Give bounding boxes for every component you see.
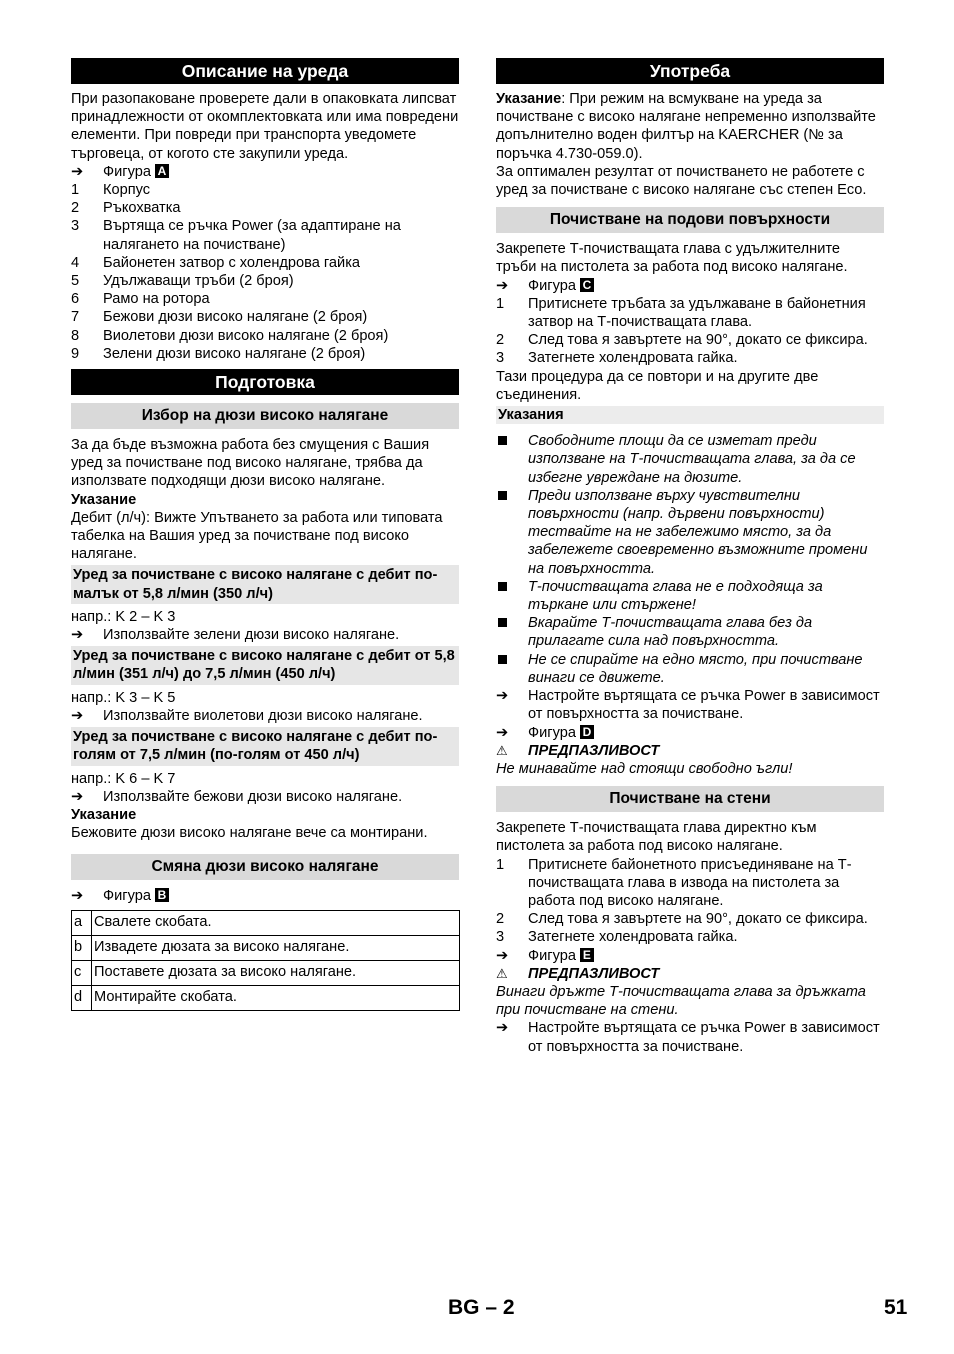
bullet-item <box>496 432 884 487</box>
list-item-number: 5 <box>71 273 80 290</box>
note-paragraph: Бежовите дюзи високо налягане вече са монтирани. <box>71 825 428 842</box>
arrow-icon: ➔ <box>496 1020 509 1037</box>
list-item <box>71 217 459 253</box>
arrow-icon: ➔ <box>71 888 84 905</box>
arrow-icon: ➔ <box>496 688 509 705</box>
right-column <box>496 58 884 1056</box>
wall-paragraph: Закрепете Т-почистващата глава директно към пистолета за работа под високо налягане. <box>496 820 817 855</box>
step-text: Поставете дюзата за високо налягане. <box>92 960 460 985</box>
notes-list <box>496 432 884 687</box>
bullet-text: Не се спирайте на едно място, при почистване винаги се движете. <box>528 651 863 686</box>
list-item <box>71 327 459 345</box>
step-text: Монтирайте скобата. <box>92 985 460 1010</box>
figure-letter-icon: C <box>580 278 594 292</box>
table-row <box>72 910 460 935</box>
arrow-icon: ➔ <box>71 788 84 805</box>
list-item-text: Удължаващи тръби (2 броя) <box>103 273 294 290</box>
note-label: Указание <box>71 491 137 508</box>
instruction-item: ➔ Използвайте зелени дюзи високо налягане. <box>71 627 400 644</box>
warning-triangle-icon: ⚠ <box>496 742 508 758</box>
list-item-text: Притиснете байонетното присъединяване на Т-почистващата глава в извода на пистолета за работа под високо налягане. <box>528 856 852 909</box>
floor-steps-list <box>496 295 884 368</box>
left-column <box>71 58 459 1011</box>
bullet-square-icon <box>496 432 528 487</box>
instruction-item: ➔ Настройте въртящата се ръчка Power в зависимост от повърхността за почистване. <box>496 1020 880 1055</box>
group-heading-mid-flow: Уред за почистване с високо налягане с дебит от 5,8 л/мин (351 л/ч) до 7,5 л/мин (450 л/ч) <box>71 646 459 684</box>
bullet-square-icon <box>496 487 528 578</box>
list-item-text: Въртяща се ръчка Power (за адаптиране на налягането на почистване) <box>103 218 401 253</box>
figure-ref-a: ➔ Фигура A <box>71 163 459 181</box>
list-item <box>496 856 884 911</box>
list-item-number: 2 <box>496 332 505 349</box>
bullet-text: Преди използване върху чувствителни повърхности (напр. дървени повърхности) тествайте на не забележимо място, за да забележете своевременно възможните промени на повърхността. <box>528 487 868 577</box>
instruction-item: ➔ Използвайте виолетови дюзи високо налягане. <box>71 707 423 724</box>
step-letter: b <box>72 935 92 960</box>
subsection-title-wall-cleaning: Почистване на стени <box>496 786 884 812</box>
bullet-item <box>496 487 884 578</box>
wall-steps-list <box>496 856 884 947</box>
list-item <box>71 272 459 290</box>
list-item-number: 8 <box>71 327 80 344</box>
table-row <box>72 935 460 960</box>
list-item-text: Рамо на ротора <box>103 291 210 308</box>
section-title-description: Описание на уреда <box>71 58 459 84</box>
list-item-text: Притиснете тръбата за удължаване в байонетния затвор на Т-почистващата глава. <box>528 295 866 331</box>
bullet-item <box>496 578 884 614</box>
list-item-text: Виолетови дюзи високо налягане (2 броя) <box>103 327 389 344</box>
note-label: Указание <box>71 806 137 823</box>
list-item-number: 1 <box>496 856 505 873</box>
list-item-number: 1 <box>71 182 80 199</box>
list-item-number: 2 <box>71 200 80 217</box>
description-paragraph: При разопаковане проверете дали в опаковката липсват принадлежности от окомплектовката или има повредени елементи. При повреди при транспорта уведомете търговеца, от когото сте закупили уреда. <box>71 91 459 162</box>
list-item-text: Бежови дюзи високо налягане (2 броя) <box>103 309 368 326</box>
floor-paragraph: Закрепете Т-почистващата глава с удължителните тръби на пистолета за работа под високо налягане. <box>496 241 848 276</box>
list-item-number: 1 <box>496 295 505 312</box>
instruction-item: ➔ Настройте въртящата се ръчка Power в зависимост от повърхността за почистване. <box>496 688 880 723</box>
subsection-title-floor-cleaning: Почистване на подови повърхности <box>496 207 884 233</box>
page-number: 51 <box>884 1296 908 1319</box>
section-footer: BG – 2 <box>448 1296 515 1319</box>
list-item <box>71 345 459 363</box>
use-paragraph: За оптимален резултат от почистването не работете с уред за почистване с високо налягане със степен Eco. <box>496 163 867 199</box>
figure-letter-icon: B <box>155 888 169 902</box>
list-item <box>71 199 459 217</box>
list-item <box>496 349 884 367</box>
list-item-number: 3 <box>71 218 80 235</box>
list-item <box>496 295 884 331</box>
list-item <box>496 928 884 946</box>
arrow-icon: ➔ <box>496 277 509 294</box>
list-item-number: 4 <box>71 254 80 271</box>
figure-letter-icon: E <box>580 948 594 962</box>
step-letter: a <box>72 910 92 935</box>
list-item-text: Зелени дюзи високо налягане (2 броя) <box>103 345 366 362</box>
arrow-icon: ➔ <box>71 163 84 180</box>
bullet-text: Вкарайте Т-почистващата глава без да прилагате сила над повърхността. <box>528 615 813 650</box>
step-letter: d <box>72 985 92 1010</box>
example-models: напр.: K 3 – K 5 <box>71 689 176 706</box>
step-letter: c <box>72 960 92 985</box>
steps-table <box>71 910 460 1011</box>
list-item <box>71 254 459 272</box>
list-item-text: След това я завъртете на 90°, докато се фиксира. <box>528 911 868 928</box>
list-item-number: 7 <box>71 309 80 326</box>
section-title-preparation: Подготовка <box>71 369 459 395</box>
example-models: напр.: K 2 – K 3 <box>71 608 176 625</box>
figure-ref-b: ➔ Фигура B <box>71 887 459 905</box>
nozzle-selection-paragraph: За да бъде възможна работа без смущения с Вашия уред за почистване под високо налягане, трябва да използвате подходящи дюзи високо налягане. <box>71 437 430 490</box>
parts-list <box>71 181 459 363</box>
bullet-square-icon <box>496 614 528 650</box>
instruction-item: ➔ Използвайте бежови дюзи високо налягане. <box>71 788 403 805</box>
list-item <box>71 290 459 308</box>
caution-text: Не минавайте над стоящи свободно ъгли! <box>496 760 793 777</box>
step-text: Извадете дюзата за високо налягане. <box>92 935 460 960</box>
step-text: Свалете скобата. <box>92 910 460 935</box>
caution-heading: ⚠ ПРЕДПАЗЛИВОСТ <box>496 965 660 982</box>
list-item-number: 6 <box>71 291 80 308</box>
bullet-text: Свободните площи да се изметат преди използване на Т-почистващата глава, за да се избегне увреждане на дюзите. <box>528 433 856 486</box>
figure-ref-d: ➔ Фигура D <box>496 724 884 742</box>
arrow-icon: ➔ <box>496 724 509 741</box>
list-item <box>71 308 459 326</box>
list-item <box>71 181 459 199</box>
arrow-icon: ➔ <box>496 947 509 964</box>
table-row <box>72 960 460 985</box>
group-heading-high-flow: Уред за почистване с високо налягане с дебит по-голям от 7,5 л/мин (по-голям от 450 л/ч) <box>71 727 459 765</box>
use-note: Указание: При режим на всмукване на уреда за почистване с високо налягане непременно използвайте допълнително воден филтър на KAERCHER (№ за поръчка 4.730-059.0). <box>496 91 876 162</box>
list-item-text: Байонетен затвор с холендрова гайка <box>103 254 361 271</box>
table-row <box>72 985 460 1010</box>
floor-repeat-paragraph: Тази процедура да се повтори и на другите две съединения. <box>496 368 819 403</box>
figure-ref-c: ➔ Фигура C <box>496 277 884 295</box>
note-paragraph: Дебит (л/ч): Вижте Упътването за работа или типовата табелка на Вашия уред за почистване под високо налягане. <box>71 509 443 563</box>
bullet-item <box>496 614 884 650</box>
list-item-text: След това я завъртете на 90°, докато се фиксира. <box>528 332 868 349</box>
caution-heading: ⚠ ПРЕДПАЗЛИВОСТ <box>496 742 660 759</box>
group-heading-low-flow: Уред за почистване с високо налягане с дебит по-малък от 5,8 л/мин (350 л/ч) <box>71 565 459 603</box>
list-item-text: Корпус <box>103 182 151 199</box>
list-item-text: Затегнете холендровата гайка. <box>528 929 738 946</box>
list-item-number: 9 <box>71 345 80 362</box>
arrow-icon: ➔ <box>71 627 84 644</box>
list-item <box>496 910 884 928</box>
list-item <box>496 331 884 349</box>
bullet-square-icon <box>496 578 528 614</box>
example-models: напр.: K 6 – K 7 <box>71 770 176 787</box>
warning-triangle-icon: ⚠ <box>496 965 508 981</box>
subsection-title-nozzle-change: Смяна дюзи високо налягане <box>71 854 459 880</box>
figure-letter-icon: D <box>580 725 594 739</box>
bullet-square-icon <box>496 651 528 687</box>
figure-ref-e: ➔ Фигура E <box>496 947 884 965</box>
list-item-text: Затегнете холендровата гайка. <box>528 350 738 367</box>
caution-text: Винаги дръжте Т-почистващата глава за дръжката при почистване на стени. <box>496 983 866 1019</box>
bullet-text: Т-почистващата глава не е подходяща за търкане или стържене! <box>528 578 823 614</box>
list-item-number: 3 <box>496 929 505 946</box>
arrow-icon: ➔ <box>71 707 84 724</box>
bullet-item <box>496 651 884 687</box>
section-title-use: Употреба <box>496 58 884 84</box>
notes-heading: Указания <box>496 406 884 424</box>
list-item-number: 2 <box>496 911 505 928</box>
figure-letter-icon: A <box>155 164 169 178</box>
list-item-text: Ръкохватка <box>103 200 181 217</box>
list-item-number: 3 <box>496 350 505 367</box>
subsection-title-nozzle-selection: Избор на дюзи високо налягане <box>71 403 459 429</box>
